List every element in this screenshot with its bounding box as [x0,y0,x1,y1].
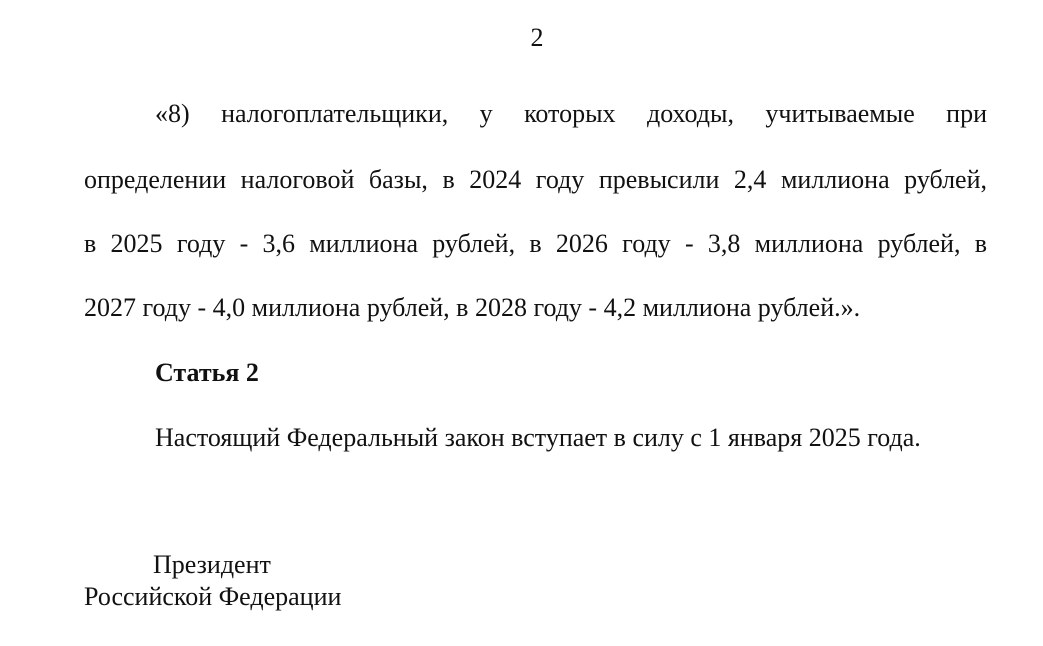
signature-title: Президент [153,550,271,579]
clause-line-2: определении налоговой базы, в 2024 году превысили 2,4 миллиона рублей, [84,165,987,194]
article-heading: Статья 2 [155,358,259,387]
article-text: Настоящий Федеральный закон вступает в силу с 1 января 2025 года. [155,423,921,452]
clause-line-1: «8) налогоплательщики, у которых доходы, учитываемые при [155,99,987,128]
clause-line-3: в 2025 году - 3,6 миллиона рублей, в 2026 году - 3,8 миллиона рублей, в [84,229,987,258]
page-number: 2 [530,23,544,52]
clause-line-4: 2027 году - 4,0 миллиона рублей, в 2028 году - 4,2 миллиона рублей.». [84,293,861,322]
signature-org: Российской Федерации [84,582,342,611]
